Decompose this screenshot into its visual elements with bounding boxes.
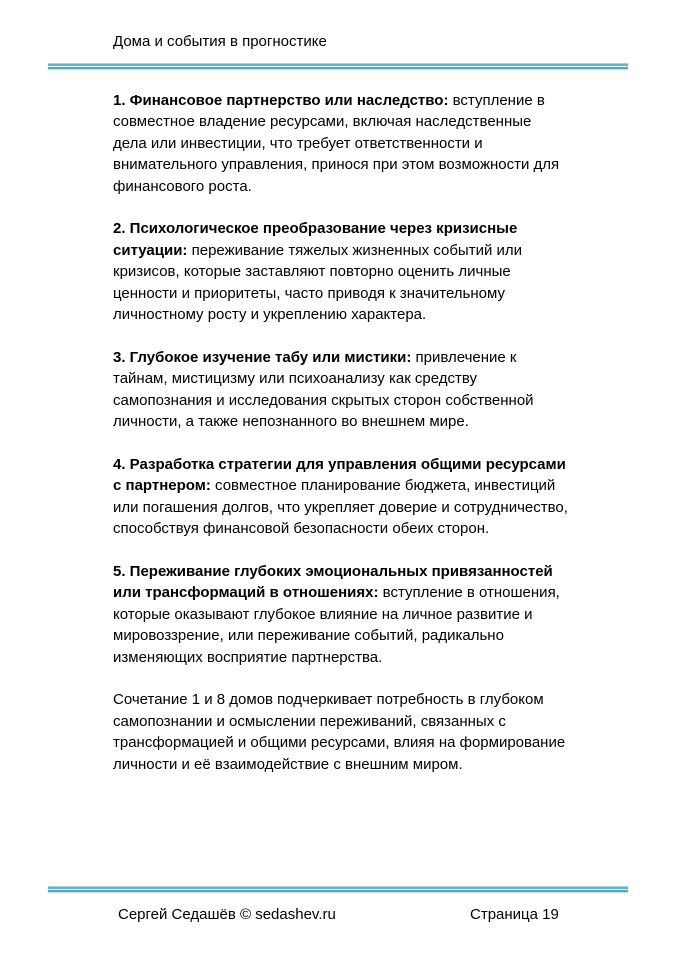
item-text: привлечение к тайнам, мистицизму или психоанализу как средству самопознания и исследования скрытых сторон собственной личности, а также непознанного во внешнем мире. bbox=[113, 348, 534, 431]
list-item bbox=[113, 454, 568, 540]
item-title: 3. Глубокое изучение табу или мистики: bbox=[113, 348, 412, 366]
item-title: 5. Переживание глубоких эмоциональных привязанностей или трансформаций в отношениях: bbox=[113, 562, 553, 602]
item-title: 1. Финансовое партнерство или наследство: bbox=[113, 92, 449, 109]
item-text: переживание тяжелых жизненных событий или кризисов, которые заставляют повторно оценить личные ценности и приоритеты, часто приводя к значительному личностному росту и укреплению характера. bbox=[113, 241, 523, 324]
item-text: вступление в совместное владение ресурсами, включая наследственные дела или инвестиции, что требует ответственности и внимательного управления, принося при этом возможности для финансового роста. bbox=[113, 92, 560, 195]
page-number: Страница 19 bbox=[470, 906, 559, 923]
conclusion-paragraph: Сочетание 1 и 8 домов подчеркивает потребность в глубоком самопознании и осмыслении переживаний, связанных с трансформацией и общими ресурсами, влияя на формирование личности и её взаимодействие с внешним миром. bbox=[113, 691, 566, 773]
list-item bbox=[113, 561, 568, 668]
item-text: совместное планирование бюджета, инвестиций или погашения долгов, что укрепляет доверие и сотрудничество, способствуя финансовой безопасности обеих сторон. bbox=[113, 477, 568, 538]
item-title: 4. Разработка стратегии для управления общими ресурсами с партнером: bbox=[113, 455, 566, 495]
footer-author: Сергей Седашёв © sedashev.ru bbox=[118, 906, 336, 923]
list-item bbox=[113, 347, 568, 433]
list-item bbox=[113, 218, 568, 325]
item-text: вступление в отношения, которые оказывают глубокое влияние на личное развитие и мировоззрение, или переживание событий, радикально изменяющих восприятие партнерства. bbox=[113, 584, 560, 666]
footer-divider bbox=[48, 886, 628, 892]
running-header: Дома и события в прогностике bbox=[113, 33, 327, 50]
list-item bbox=[113, 90, 568, 197]
header-divider bbox=[48, 63, 628, 69]
page-body bbox=[113, 90, 568, 796]
item-title: 2. Психологическое преобразование через кризисные ситуации: bbox=[113, 220, 518, 259]
